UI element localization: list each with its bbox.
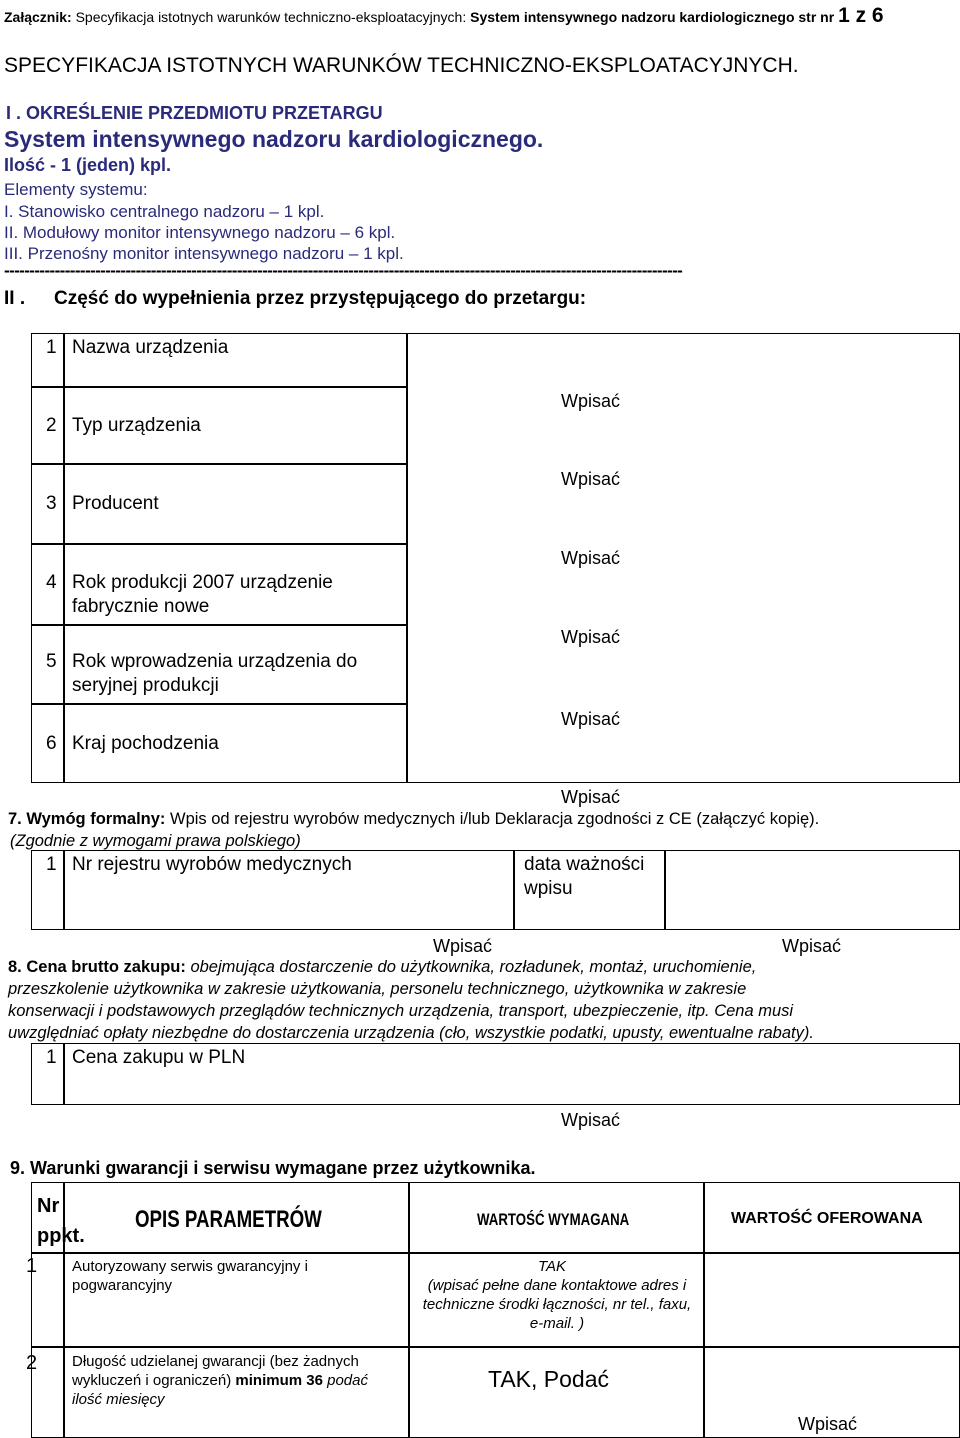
divider-line: --------------------------------------------------------------------------------------------------------------------------------------	[4, 261, 683, 280]
row-number: 1	[46, 337, 57, 358]
section8-text: 8. Cena brutto zakupu: obejmująca dostarczenie do użytkownika, rozładunek, montaż, uruchomienie,	[8, 958, 757, 976]
param-description: Długość udzielanej gwarancji (bez żadnych wykluczeń i ograniczeń) minimum 36 podać ilość miesięcy	[72, 1353, 368, 1408]
element-item: II. Modułowy monitor intensywnego nadzoru – 6 kpl.	[4, 223, 396, 242]
price-label: Cena zakupu w PLN	[72, 1047, 246, 1068]
document-title: SPECYFIKACJA ISTOTNYCH WARUNKÓW TECHNICZNO-EKSPLOATACYJNYCH.	[4, 54, 799, 77]
section1-heading: I . OKREŚLENIE PRZEDMIOTU PRZETARGU	[6, 103, 383, 123]
row-number: 1	[46, 854, 57, 875]
section8-line: uwzględniać opłaty niezbędne do dostarczenia urządzenia (cło, wszystkie podatki, upusty, ewentualne rabaty).	[8, 1024, 814, 1042]
section2-table	[31, 333, 960, 783]
page-header	[4, 4, 884, 28]
row-number: 6	[46, 733, 57, 754]
column-header-description: OPIS PARAMETRÓW	[135, 1206, 322, 1233]
section7-note: (Zgodnie z wymogami prawa polskiego)	[10, 832, 301, 850]
row-label: Nazwa urządzenia	[72, 337, 229, 358]
column-header-required: WARTOŚĆ WYMAGANA	[477, 1210, 630, 1229]
fill-hint[interactable]: Wpisać	[561, 627, 621, 647]
fill-hint[interactable]: Wpisać	[782, 936, 842, 956]
section8-line: przeszkolenie użytkownika w zakresie użytkowania, personelu technicznego, użytkownika w zakresie	[8, 980, 747, 998]
element-item: III. Przenośny monitor intensywnego nadzoru – 1 kpl.	[4, 244, 404, 263]
page-number: 1 z 6	[838, 4, 884, 27]
required-note: (wpisać pełne dane kontaktowe adres i techniczne środki łączności, nr tel., faxu, e-mail. )	[422, 1277, 692, 1332]
row-label: Producent	[72, 493, 159, 514]
fill-hint[interactable]: Wpisać	[561, 469, 621, 489]
row-number: 4	[46, 572, 57, 593]
row-number: 1	[26, 1255, 38, 1277]
section9-heading: 9. Warunki gwarancji i serwisu wymagane przez użytkownika.	[10, 1158, 536, 1178]
fill-hint[interactable]: Wpisać	[561, 787, 621, 807]
row-number: 2	[26, 1352, 38, 1374]
row-number: 1	[46, 1047, 57, 1068]
column-header-number: Nr ppkt.	[37, 1195, 85, 1247]
row-label: Kraj pochodzenia	[72, 733, 219, 754]
header-text: Specyfikacja istotnych warunków techniczno-eksploatacyjnych:	[71, 9, 467, 25]
section1-subject: System intensywnego nadzoru kardiologicznego.	[4, 126, 544, 152]
required-value: TAK, Podać	[488, 1366, 610, 1392]
section7-text: 7. Wymóg formalny: Wpis od rejestru wyrobów medycznych i/lub Deklaracja zgodności z CE (załączyć kopię).	[8, 810, 820, 828]
validity-date-label: data ważności wpisu	[524, 854, 645, 899]
section8-line: konserwacji i podstawowych przeglądów technicznych urządzenia, transport, ubezpieczenie, itp. Cena musi	[8, 1002, 794, 1020]
fill-hint[interactable]: Wpisać	[561, 1110, 621, 1130]
fill-hint[interactable]: Wpisać	[433, 936, 493, 956]
row-number: 3	[46, 493, 57, 514]
column-header-offered: WARTOŚĆ OFEROWANA	[731, 1210, 923, 1227]
row-label: Rok produkcji 2007 urządzenie fabrycznie nowe	[72, 572, 333, 617]
section2-heading-num: II .	[4, 288, 26, 309]
row-number: 5	[46, 651, 57, 672]
section1-quantity: Ilość - 1 (jeden) kpl.	[4, 155, 172, 175]
elements-label: Elementy systemu:	[4, 180, 148, 199]
required-value: TAK	[538, 1258, 567, 1275]
fill-hint[interactable]: Wpisać	[798, 1414, 858, 1434]
fill-hint[interactable]: Wpisać	[561, 709, 621, 729]
row-number: 2	[46, 415, 57, 436]
fill-hint[interactable]: Wpisać	[561, 391, 621, 411]
row-label: Rok wprowadzenia urządzenia do seryjnej produkcji	[72, 651, 358, 696]
element-item: I. Stanowisko centralnego nadzoru – 1 kpl.	[4, 202, 325, 221]
fill-hint[interactable]: Wpisać	[561, 548, 621, 568]
param-description: Autoryzowany serwis gwarancyjny i pogwarancyjny	[72, 1258, 308, 1294]
registry-label: Nr rejestru wyrobów medycznych	[72, 854, 352, 875]
row-label: Typ urządzenia	[72, 415, 201, 436]
section2-heading: Część do wypełnienia przez przystępującego do przetargu:	[54, 288, 587, 309]
header-system: System intensywnego nadzoru kardiologicznego str nr	[466, 9, 839, 25]
header-label: Załącznik:	[4, 9, 72, 25]
